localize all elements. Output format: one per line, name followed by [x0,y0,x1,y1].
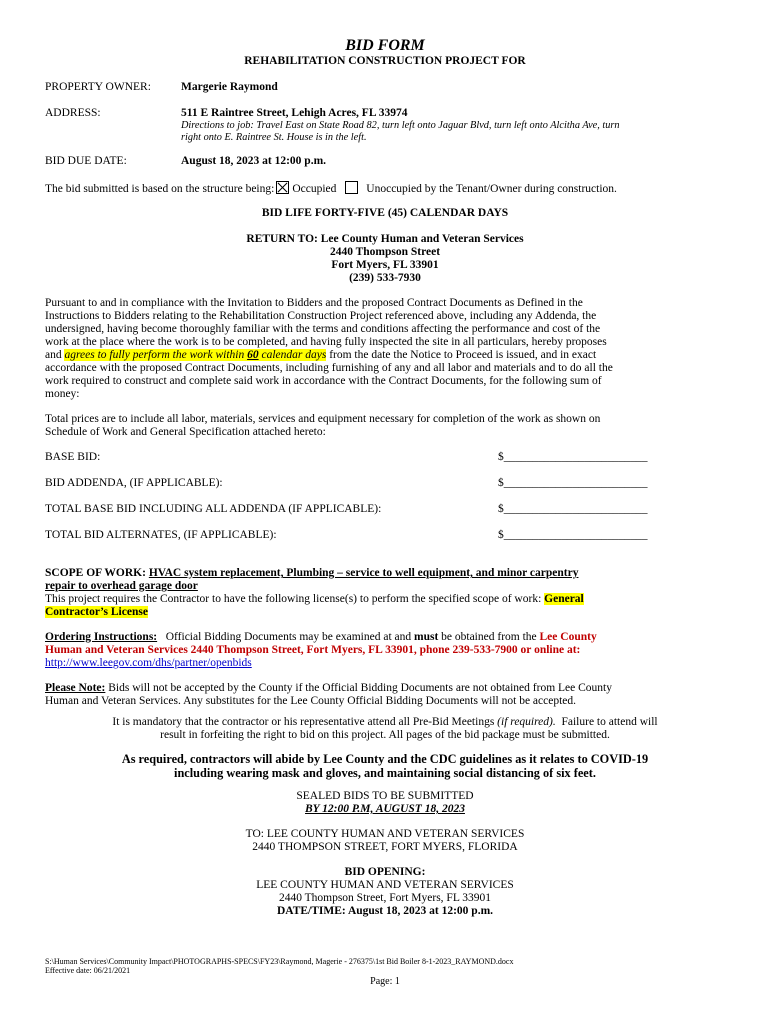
ordering-text-b: be obtained from the [441,631,537,643]
license-text: This project requires the Contractor to have the following license(s) to perform the specified scope of work: [45,593,542,605]
mandatory-line-1 [45,716,725,728]
return-to-city: Fort Myers, FL 33901 [331,259,439,271]
scope-label: SCOPE OF WORK: [45,567,146,579]
license-highlight-2: Contractor’s License [45,606,148,618]
pursuant-paragraph [45,297,725,401]
pursuant-line-8: money: [45,388,80,400]
form-title: BID FORM [345,37,425,54]
pursuant-line-5 [45,349,725,362]
structure-line [45,181,617,195]
covid-line-1: As required, contractors will abide by Lee County and the CDC guidelines as it relates to COVID-19 [121,752,649,766]
total-base-bid-amount[interactable]: $_________________________ [498,503,648,515]
agree-highlight [64,349,326,361]
sealed-line-2: BY 12:00 P.M, AUGUST 18, 2023 [305,803,465,815]
bid-alternates-label: TOTAL BID ALTERNATES, (IF APPLICABLE): [45,529,277,541]
pursuant-line-7: work required to construct and complete said work in accordance with the Contract Documents, for the following sum of [45,375,602,387]
pursuant-line-5-rest: from the date the Notice to Proceed is issued, and in exact [329,349,597,361]
ordering-text-a: Official Bidding Documents may be examined at and [165,631,412,643]
agree-text: agrees to fully perform the work within [64,349,245,361]
mandatory-if-required: (if required). [497,716,556,728]
pursuant-line-6: accordance with the proposed Contract Documents, including furnishing of any and all labor and materials and to do all the [45,362,613,374]
base-bid-amount[interactable]: $_________________________ [498,451,648,463]
pursuant-line-2: Instructions to Bidders relating to the Rehabilitation Construction Project referenced above, including any Addenda, the [45,310,597,322]
mandatory-text-a: It is mandatory that the contractor or his representative attend all Pre-Bid Meetings [112,716,495,728]
total-base-bid-label: TOTAL BASE BID INCLUDING ALL ADDENDA (IF APPLICABLE): [45,503,382,515]
pursuant-line-4: work at the place where the work is to be completed, and having fully inspected the site in all particulars, hereby proposes [45,336,607,348]
note-label: Please Note: [45,682,106,694]
note-line-1 [45,682,725,694]
ordering-red-1: Lee County [539,631,597,643]
return-to-label: RETURN TO: [246,233,318,245]
days-value: 60 [247,349,259,361]
mandatory-text-b: Failure to attend will [561,716,658,728]
note-text-1: Bids will not be accepted by the County if the Official Bidding Documents are not obtained from Lee County [108,682,612,694]
directions-line-2: right onto E. Raintree St. House is in the left. [181,132,367,143]
pursuant-line-3: undersigned, having become thoroughly familiar with the terms and conditions affecting the performance and cost of the [45,323,601,335]
occupied-checkbox[interactable] [276,181,289,194]
license-line-2 [45,606,148,618]
opening-datetime: DATE/TIME: August 18, 2023 at 12:00 p.m. [276,905,494,917]
structure-prefix: The bid submitted is based on the structure being: [45,183,275,195]
license-highlight-1: General [544,593,584,605]
footer-path: S:\Human Services\Community Impact\PHOTOGRAPHS-SPECS\FY23\Raymond, Magerie - 276375\1st Bid Boiler 8-1-2023_RAYMOND.docx [45,957,514,966]
bid-life: BID LIFE FORTY-FIVE (45) CALENDAR DAYS [261,207,509,219]
pursuant-line-1: Pursuant to and in compliance with the Invitation to Bidders and the proposed Contract Documents as Defined in the [45,297,583,309]
ordering-url-line [45,657,252,669]
ordering-red-2: Human and Veteran Services 2440 Thompson Street, Fort Myers, FL 33901, phone 239-533-7900 or online at: [45,644,581,656]
opening-title: BID OPENING: [344,866,426,878]
address-value: 511 E Raintree Street, Lehigh Acres, FL 33974 [181,107,408,119]
owner-label: PROPERTY OWNER: [45,81,151,93]
scope-line-1 [45,567,578,579]
return-to-line [45,233,725,245]
return-to-street: 2440 Thompson Street [329,246,441,258]
due-date-value: August 18, 2023 at 12:00 p.m. [181,155,327,167]
address-label: ADDRESS: [45,107,101,119]
total-prices-paragraph [45,413,725,439]
footer-effective: Effective date: 06/21/2021 [45,966,131,975]
return-to-org: Lee County Human and Veteran Services [320,233,524,245]
unoccupied-label: Unoccupied by the Tenant/Owner during construction. [366,183,617,195]
total-prices-line-1: Total prices are to include all labor, materials, services and equipment necessary for completion of the work as shown on [45,413,601,425]
opening-street: 2440 Thompson Street, Fort Myers, FL 33901 [278,892,492,904]
opening-org: LEE COUNTY HUMAN AND VETERAN SERVICES [256,879,514,891]
form-subtitle: REHABILITATION CONSTRUCTION PROJECT FOR [244,55,526,67]
to-line-1: TO: LEE COUNTY HUMAN AND VETERAN SERVICES [245,828,525,840]
total-prices-line-2: Schedule of Work and General Specification attached hereto: [45,426,326,438]
scope-text-1: HVAC system replacement, Plumbing – service to well equipment, and minor carpentry [148,567,579,579]
calendar-days-text: calendar days [261,349,327,361]
openbids-link[interactable]: http://www.leegov.com/dhs/partner/openbids [45,657,252,669]
bid-addenda-label: BID ADDENDA, (IF APPLICABLE): [45,477,223,489]
ordering-must: must [414,631,439,643]
sealed-line-1: SEALED BIDS TO BE SUBMITTED [296,790,474,802]
bid-alternates-amount[interactable]: $_________________________ [498,529,648,541]
occupied-label: Occupied [292,183,337,195]
scope-text-2: repair to overhead garage door [45,580,198,592]
mandatory-line-2: result in forfeiting the right to bid on this project. All pages of the bid package must be submitted. [160,729,610,741]
covid-line-2: including wearing mask and gloves, and maintaining social distancing of six feet. [174,766,596,780]
directions-line-1: Directions to job: Travel East on State Road 82, turn left onto Jaguar Blvd, turn left onto Alcitha Ave, turn [181,120,620,131]
ordering-line-1 [45,631,597,643]
bid-addenda-amount[interactable]: $_________________________ [498,477,648,489]
page-number: Page: 1 [370,976,400,987]
ordering-label: Ordering Instructions: [45,631,158,643]
due-date-label: BID DUE DATE: [45,155,127,167]
note-text-2: Human and Veteran Services. Any substitutes for the Lee County Official Bidding Documents will not be accepted. [45,695,577,707]
base-bid-label: BASE BID: [45,451,101,463]
to-line-2: 2440 THOMPSON STREET, FORT MYERS, FLORIDA [252,841,518,853]
return-to-phone: (239) 533-7930 [349,272,421,284]
owner-value: Margerie Raymond [181,81,278,93]
unoccupied-checkbox[interactable] [345,181,358,194]
pursuant-and: and [45,349,62,361]
license-line [45,593,584,605]
